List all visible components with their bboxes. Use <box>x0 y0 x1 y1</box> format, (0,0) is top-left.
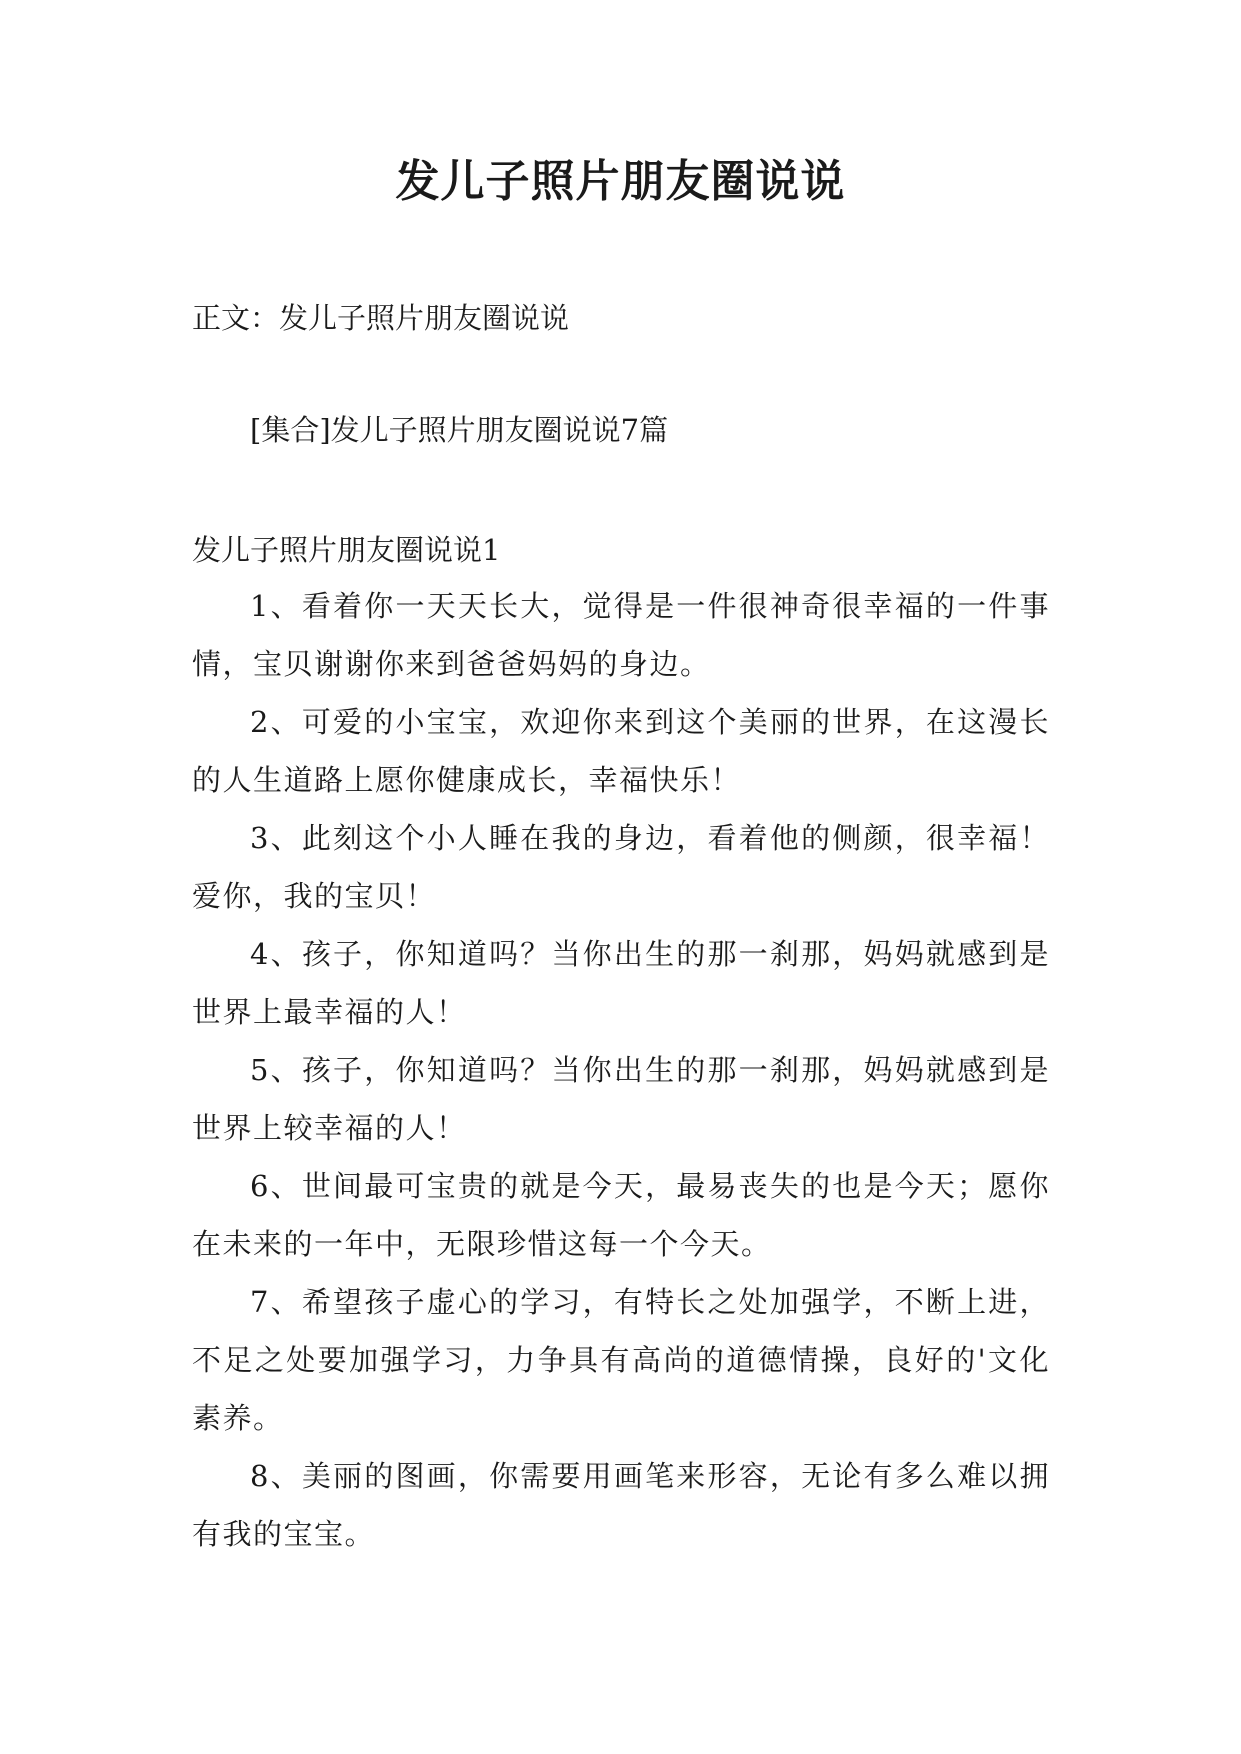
paragraph-item: 8、美丽的图画，你需要用画笔来形容，无论有多么难以拥有我的宝宝。 <box>192 1459 1050 1551</box>
paragraph-item: 1、看着你一天天长大，觉得是一件很神奇很幸福的一件事情，宝贝谢谢你来到爸爸妈妈的身边。 <box>192 589 1050 681</box>
paragraph-list <box>192 577 1050 1563</box>
section-heading: 发儿子照片朋友圈说说1 <box>192 533 501 567</box>
paragraph-item: 5、孩子，你知道吗？当你出生的那一刹那，妈妈就感到是世界上较幸福的人！ <box>192 1053 1050 1145</box>
paragraph-item: 2、可爱的小宝宝，欢迎你来到这个美丽的世界，在这漫长的人生道路上愿你健康成长，幸福快乐！ <box>192 705 1050 797</box>
paragraph-item: 4、孩子，你知道吗？当你出生的那一刹那，妈妈就感到是世界上最幸福的人！ <box>192 937 1050 1029</box>
paragraph-item: 3、此刻这个小人睡在我的身边，看着他的侧颜，很幸福！爱你，我的宝贝！ <box>192 821 1050 913</box>
collection-line: [集合]发儿子照片朋友圈说说7篇 <box>250 413 669 447</box>
body-label-line: 正文：发儿子照片朋友圈说说 <box>192 301 570 335</box>
document-title: 发儿子照片朋友圈说说 <box>395 156 846 207</box>
paragraph-item: 7、希望孩子虚心的学习，有特长之处加强学，不断上进，不足之处要加强学习，力争具有高尚的道德情操，良好的'文化素养。 <box>192 1285 1050 1435</box>
paragraph-item: 6、世间最可宝贵的就是今天，最易丧失的也是今天；愿你在未来的一年中，无限珍惜这每一个今天。 <box>192 1169 1050 1261</box>
